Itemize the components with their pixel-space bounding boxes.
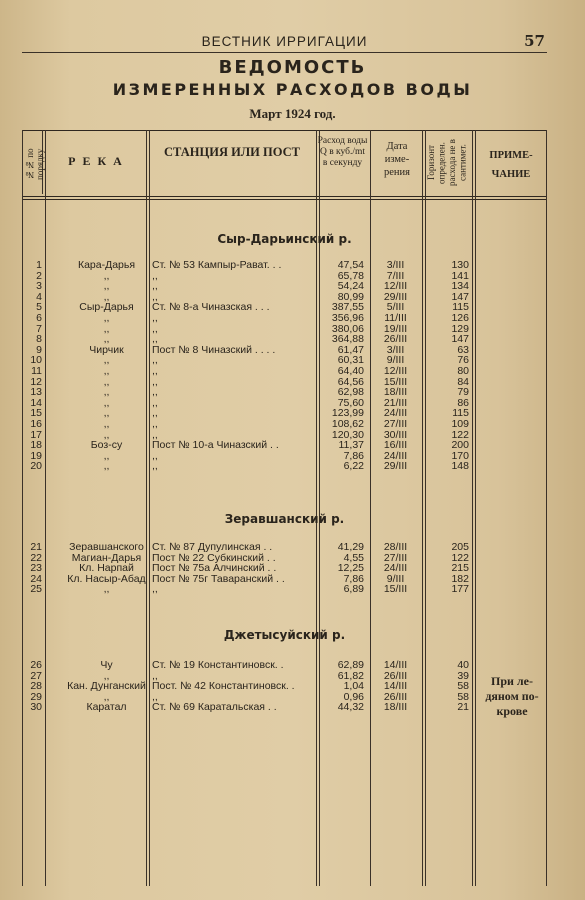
measure-date: 14/III: [383, 680, 408, 693]
river-name: Магиан-Дарья: [71, 551, 142, 564]
river-name: ,,: [103, 365, 110, 377]
discharge-value: 62,98: [337, 386, 364, 399]
section-title: Зеравшанский р.: [224, 512, 345, 526]
discharge-value: 44,32: [337, 701, 364, 714]
horizon-value: 122: [451, 551, 469, 564]
measure-date: 11/III: [384, 312, 407, 324]
river-name: ,,: [103, 375, 110, 388]
river-name: ,,: [103, 449, 110, 462]
row-number: 12: [30, 375, 42, 388]
measure-date: 3/III: [386, 343, 405, 356]
river-name: ,,: [103, 460, 110, 473]
discharge-value: 61,47: [337, 343, 364, 356]
page-number: 57: [524, 32, 545, 50]
measure-date: 24/III: [383, 562, 408, 575]
river-name: ,,: [103, 386, 110, 399]
discharge-value: 123,99: [331, 407, 364, 420]
measure-date: 18/III: [383, 701, 408, 714]
horizon-value: 40: [457, 659, 469, 671]
river-name: ,,: [103, 418, 110, 430]
row-number: 9: [36, 343, 42, 356]
row-number: 11: [31, 365, 42, 377]
station-name: ,,: [152, 312, 158, 324]
measure-date: 27/III: [383, 418, 408, 430]
row-number: 5: [36, 301, 42, 314]
river-name: Чу: [100, 659, 113, 671]
journal-title: ВЕСТНИК ИРРИГАЦИИ: [201, 34, 368, 49]
station-name: ,,: [152, 690, 158, 703]
measure-date: 7/III: [386, 269, 405, 282]
station-name: ,,: [152, 449, 158, 462]
discharge-value: 380,06: [331, 322, 364, 335]
document-subtitle: ИЗМЕРЕННЫХ РАСХОДОВ ВОДЫ: [112, 80, 473, 99]
discharge-value: 108,62: [331, 418, 364, 430]
river-name: ,,: [103, 428, 110, 441]
horizon-value: 109: [451, 418, 469, 430]
horizon-value: 39: [457, 669, 469, 682]
horizon-value: 84: [457, 375, 469, 388]
row-number: 4: [36, 290, 42, 303]
horizon-value: 130: [451, 259, 469, 271]
station-name: Пост № 75г Таваранский . .: [152, 572, 285, 585]
horizon-value: 58: [457, 690, 469, 703]
row-number: 6: [36, 312, 42, 324]
header-horizon: Горизонт определен. расхода не в сантимет.: [426, 139, 468, 187]
header-rule: [22, 196, 547, 197]
station-name: Ст. № 19 Константиновск. .: [152, 659, 284, 671]
discharge-value: 54,24: [337, 280, 364, 293]
horizon-value: 122: [451, 428, 469, 441]
horizon-value: 215: [451, 562, 469, 575]
header-rule-double: [22, 199, 547, 200]
discharge-value: 6,22: [343, 460, 364, 473]
row-number: 2: [36, 269, 42, 282]
row-number: 26: [30, 659, 42, 671]
discharge-value: 60,31: [337, 354, 364, 367]
row-number: 21: [30, 541, 42, 553]
row-number: 8: [36, 333, 42, 346]
row-number: 27: [30, 669, 42, 682]
measure-date: 29/III: [383, 460, 408, 473]
discharge-value: 61,82: [337, 669, 364, 682]
horizon-value: 79: [457, 386, 469, 399]
measure-date: 24/III: [383, 449, 408, 462]
measure-date: 16/III: [383, 439, 408, 452]
station-name: ,,: [152, 354, 158, 367]
row-number: 16: [30, 418, 42, 430]
header-note: ПРИМЕ- ЧАНИЕ: [489, 150, 533, 180]
row-number: 28: [30, 680, 42, 693]
discharge-value: 7,86: [343, 449, 364, 462]
station-name: Ст. № 53 Кампыр-Рават. . .: [152, 259, 282, 271]
discharge-value: 7,86: [343, 572, 364, 585]
river-name: Кл. Насыр-Абад: [67, 572, 146, 585]
section-title: Сыр-Дарьинский р.: [217, 232, 352, 246]
measure-date: 9/III: [386, 354, 405, 367]
table-row: [22, 702, 547, 713]
horizon-value: 134: [451, 280, 469, 293]
row-number: 19: [30, 449, 42, 462]
measure-date: 28/III: [383, 541, 408, 553]
measure-date: 26/III: [383, 333, 408, 346]
measure-date: 30/III: [383, 428, 408, 441]
page-header: [22, 32, 547, 53]
horizon-value: 200: [451, 439, 469, 452]
measure-date: 5/III: [386, 301, 405, 314]
measure-date: 15/III: [383, 375, 408, 388]
row-number: 23: [30, 562, 42, 575]
measure-date: 27/III: [383, 551, 408, 564]
station-name: Ст. № 8-а Чиназская . . .: [152, 301, 270, 314]
discharge-value: 356,96: [331, 312, 364, 324]
header-num: №№ по порядку: [25, 148, 45, 180]
table-top-rule: [22, 130, 547, 131]
station-name: ,,: [152, 322, 158, 335]
station-name: ,,: [152, 669, 158, 682]
station-name: ,,: [152, 333, 158, 346]
row-number: 22: [30, 551, 42, 564]
river-name: ,,: [103, 669, 110, 682]
measure-date: 26/III: [383, 669, 408, 682]
discharge-value: 12,25: [337, 562, 364, 575]
table-row: [22, 461, 547, 472]
header-station: СТАНЦИЯ ИЛИ ПОСТ: [164, 145, 300, 159]
discharge-value: 11,37: [338, 439, 364, 452]
row-number: 15: [30, 407, 42, 420]
horizon-value: 182: [451, 572, 469, 585]
horizon-value: 86: [457, 396, 469, 409]
river-name: ,,: [103, 354, 110, 367]
row-number: 25: [30, 583, 42, 596]
row-number: 13: [30, 386, 42, 399]
discharge-value: 62,89: [337, 659, 364, 671]
discharge-value: 64,56: [337, 375, 364, 388]
horizon-value: 58: [457, 680, 469, 693]
station-name: ,,: [152, 583, 158, 596]
river-name: Зеравшанского: [69, 541, 144, 553]
station-name: ,,: [152, 428, 158, 441]
horizon-value: 80: [457, 365, 469, 377]
row-number: 3: [36, 280, 42, 293]
discharge-value: 4,55: [343, 551, 364, 564]
header-discharge: Расход воды Q в куб./mt в секунду: [317, 136, 368, 168]
river-name: ,,: [103, 312, 110, 324]
horizon-value: 21: [457, 701, 469, 714]
discharge-value: 41,29: [337, 541, 364, 553]
discharge-value: 65,78: [337, 269, 364, 282]
horizon-value: 148: [451, 460, 469, 473]
station-name: ,,: [152, 375, 158, 388]
measure-date: 12/III: [383, 365, 408, 377]
row-number: 24: [30, 572, 42, 585]
horizon-value: 129: [451, 322, 469, 335]
measure-date: 29/III: [383, 290, 408, 303]
measure-date: 3/III: [386, 259, 405, 271]
station-name: Пост. № 42 Константиновск. .: [152, 680, 295, 693]
row-number: 18: [30, 439, 42, 452]
remark-text: При ле- дяном по- крове: [485, 674, 539, 718]
row-number: 1: [36, 259, 42, 271]
station-name: ,,: [152, 407, 158, 420]
discharge-value: 1,04: [343, 680, 364, 693]
measure-date: 9/III: [386, 572, 405, 585]
station-name: Пост № 22 Субкинский . .: [152, 551, 276, 564]
measure-date: 26/III: [383, 690, 408, 703]
row-number: 7: [36, 322, 42, 335]
discharge-value: 80,99: [337, 290, 364, 303]
discharge-value: 0,96: [343, 690, 364, 703]
river-name: Сыр-Дарья: [79, 301, 134, 314]
row-number: 10: [30, 354, 42, 367]
discharge-value: 6,89: [343, 583, 364, 596]
station-name: Пост № 8 Чиназский . . . .: [152, 343, 276, 356]
row-number: 29: [30, 690, 42, 703]
station-name: ,,: [152, 365, 158, 377]
river-name: Боз-су: [90, 439, 123, 452]
horizon-value: 63: [457, 343, 469, 356]
river-name: ,,: [103, 583, 110, 596]
river-name: Кл. Нарпай: [79, 562, 134, 575]
discharge-value: 364,88: [331, 333, 364, 346]
measure-date: 21/III: [383, 396, 408, 409]
row-number: 30: [30, 701, 42, 714]
document-period: Март 1924 год.: [249, 106, 336, 121]
table-row: [22, 584, 547, 595]
document-title: ВЕДОМОСТЬ: [218, 57, 367, 78]
river-name: ,,: [103, 290, 110, 303]
horizon-value: 141: [451, 269, 469, 282]
measure-date: 14/III: [383, 659, 408, 671]
river-name: ,,: [103, 269, 110, 282]
station-name: Ст. № 87 Дупулинская . .: [152, 541, 273, 553]
horizon-value: 170: [451, 449, 469, 462]
discharge-value: 387,55: [331, 301, 364, 314]
horizon-value: 115: [452, 407, 469, 420]
river-name: ,,: [103, 690, 110, 703]
discharge-table: [22, 126, 547, 886]
horizon-value: 126: [451, 312, 469, 324]
station-name: ,,: [152, 396, 158, 409]
horizon-value: 205: [451, 541, 469, 553]
river-name: Кан. Дунганский: [67, 680, 146, 693]
station-name: ,,: [152, 386, 158, 399]
river-name: ,,: [103, 280, 110, 293]
station-name: ,,: [152, 269, 158, 282]
discharge-value: 120,30: [331, 428, 364, 441]
station-name: ,,: [152, 280, 158, 293]
discharge-value: 75,60: [337, 396, 364, 409]
station-name: Ст. № 69 Каратальская . .: [152, 701, 277, 714]
horizon-value: 147: [451, 333, 469, 346]
measure-date: 15/III: [383, 583, 408, 596]
station-name: ,,: [152, 418, 158, 430]
river-name: Каратал: [86, 701, 127, 714]
section-title: Джетысуйский р.: [223, 628, 346, 642]
header-date: Дата изме- рения: [384, 141, 410, 178]
station-name: ,,: [152, 290, 158, 303]
measure-date: 12/III: [383, 280, 408, 293]
discharge-value: 64,40: [337, 365, 364, 377]
horizon-value: 76: [457, 354, 469, 367]
horizon-value: 147: [451, 290, 469, 303]
measure-date: 18/III: [383, 386, 408, 399]
horizon-value: 115: [452, 301, 469, 314]
header-river: Р Е К А: [68, 154, 124, 168]
row-number: 20: [30, 460, 42, 473]
station-name: Пост № 10-а Чиназский . .: [152, 439, 279, 452]
river-name: Кара-Дарья: [77, 259, 136, 271]
station-name: Пост № 75а Алчинский . .: [152, 562, 277, 575]
row-number: 14: [30, 396, 42, 409]
row-number: 17: [30, 428, 42, 441]
river-name: ,,: [103, 407, 110, 420]
river-name: ,,: [103, 322, 110, 335]
horizon-value: 177: [451, 583, 469, 596]
river-name: ,,: [103, 396, 110, 409]
measure-date: 24/III: [383, 407, 408, 420]
river-name: ,,: [103, 333, 110, 346]
river-name: Чирчик: [89, 343, 124, 356]
discharge-value: 47,54: [337, 259, 364, 271]
measure-date: 19/III: [383, 322, 408, 335]
station-name: ,,: [152, 460, 158, 473]
